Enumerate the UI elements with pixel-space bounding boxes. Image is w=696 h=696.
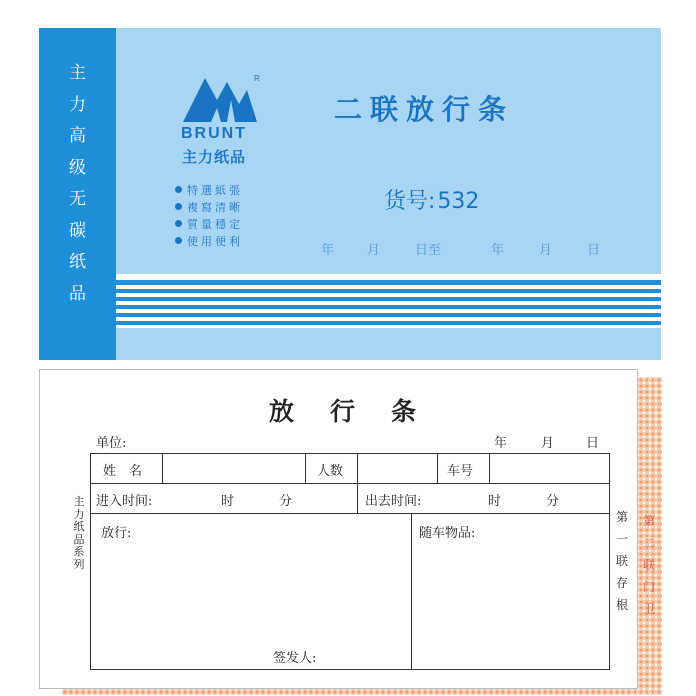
feature-list (175, 182, 243, 250)
cover-title: 二联放行条 (334, 93, 515, 126)
table-col-divider (411, 513, 412, 669)
table-col-divider (437, 454, 438, 483)
date-month-label: 月 (541, 436, 555, 451)
exit-minute-label: 分 (546, 494, 560, 509)
date-year-label: 年 (494, 436, 508, 451)
plate-label: 车号 (447, 464, 474, 479)
feature-item: 使用便利 (175, 233, 243, 250)
brunt-logo-icon (181, 70, 263, 125)
table-col-divider (305, 454, 306, 483)
table-col-divider (357, 454, 358, 513)
table-col-divider (489, 454, 490, 483)
brand-name-cn: 主力纸品 (182, 148, 247, 166)
count-label: 人数 (317, 464, 344, 479)
bullet-icon (175, 203, 182, 210)
item-number (384, 184, 481, 215)
bullet-icon (175, 237, 182, 244)
bullet-icon (175, 220, 182, 227)
cover-sidebar (39, 28, 116, 360)
exit-hour-label: 时 (488, 494, 502, 509)
form-title: 放行条 (269, 397, 453, 426)
item-number-label: 货号: (384, 189, 436, 214)
registered-mark: R (254, 74, 260, 83)
release-form-sheet (39, 369, 638, 689)
unit-label: 单位: (96, 436, 127, 451)
cover-sidebar-text: 主 力 高 级 无 碳 纸 品 (69, 63, 86, 304)
items-label: 随车物品: (419, 526, 476, 541)
stripe-gap (116, 325, 661, 328)
feature-item: 複寫清晰 (175, 199, 243, 216)
form-table (90, 453, 610, 670)
date-day-label: 日 (586, 436, 600, 451)
back-sheet-copy-label: 第 二 联 门 卫 (642, 514, 655, 616)
copy-label-right: 第 一 联 存 根 (615, 510, 628, 612)
release-label: 放行: (101, 526, 132, 541)
brand-name-en: BRUNT (181, 125, 247, 142)
exit-time-label: 出去时间: (365, 494, 422, 509)
table-row-divider (91, 483, 609, 484)
entry-hour-label: 时 (221, 494, 235, 509)
entry-time-label: 进入时间: (96, 494, 153, 509)
item-number-value: 532 (437, 189, 480, 214)
table-col-divider (162, 454, 163, 483)
feature-item: 質量穩定 (175, 216, 243, 233)
table-row-divider (91, 513, 609, 514)
booklet-cover: 主 力 高 级 无 碳 纸 品 R BRUNT 主力纸品 特選紙張 複寫清晰 質量穩定 使用便利 二联放行条 货号:532 年 月 日至 年 月 日 (39, 28, 661, 360)
entry-minute-label: 分 (279, 494, 293, 509)
signer-label: 签发人: (273, 651, 317, 666)
name-label: 姓 名 (103, 464, 143, 479)
feature-item: 特選紙張 (175, 182, 243, 199)
series-label-left: 主 力 纸 品 系 列 (73, 495, 85, 571)
bullet-icon (175, 186, 182, 193)
